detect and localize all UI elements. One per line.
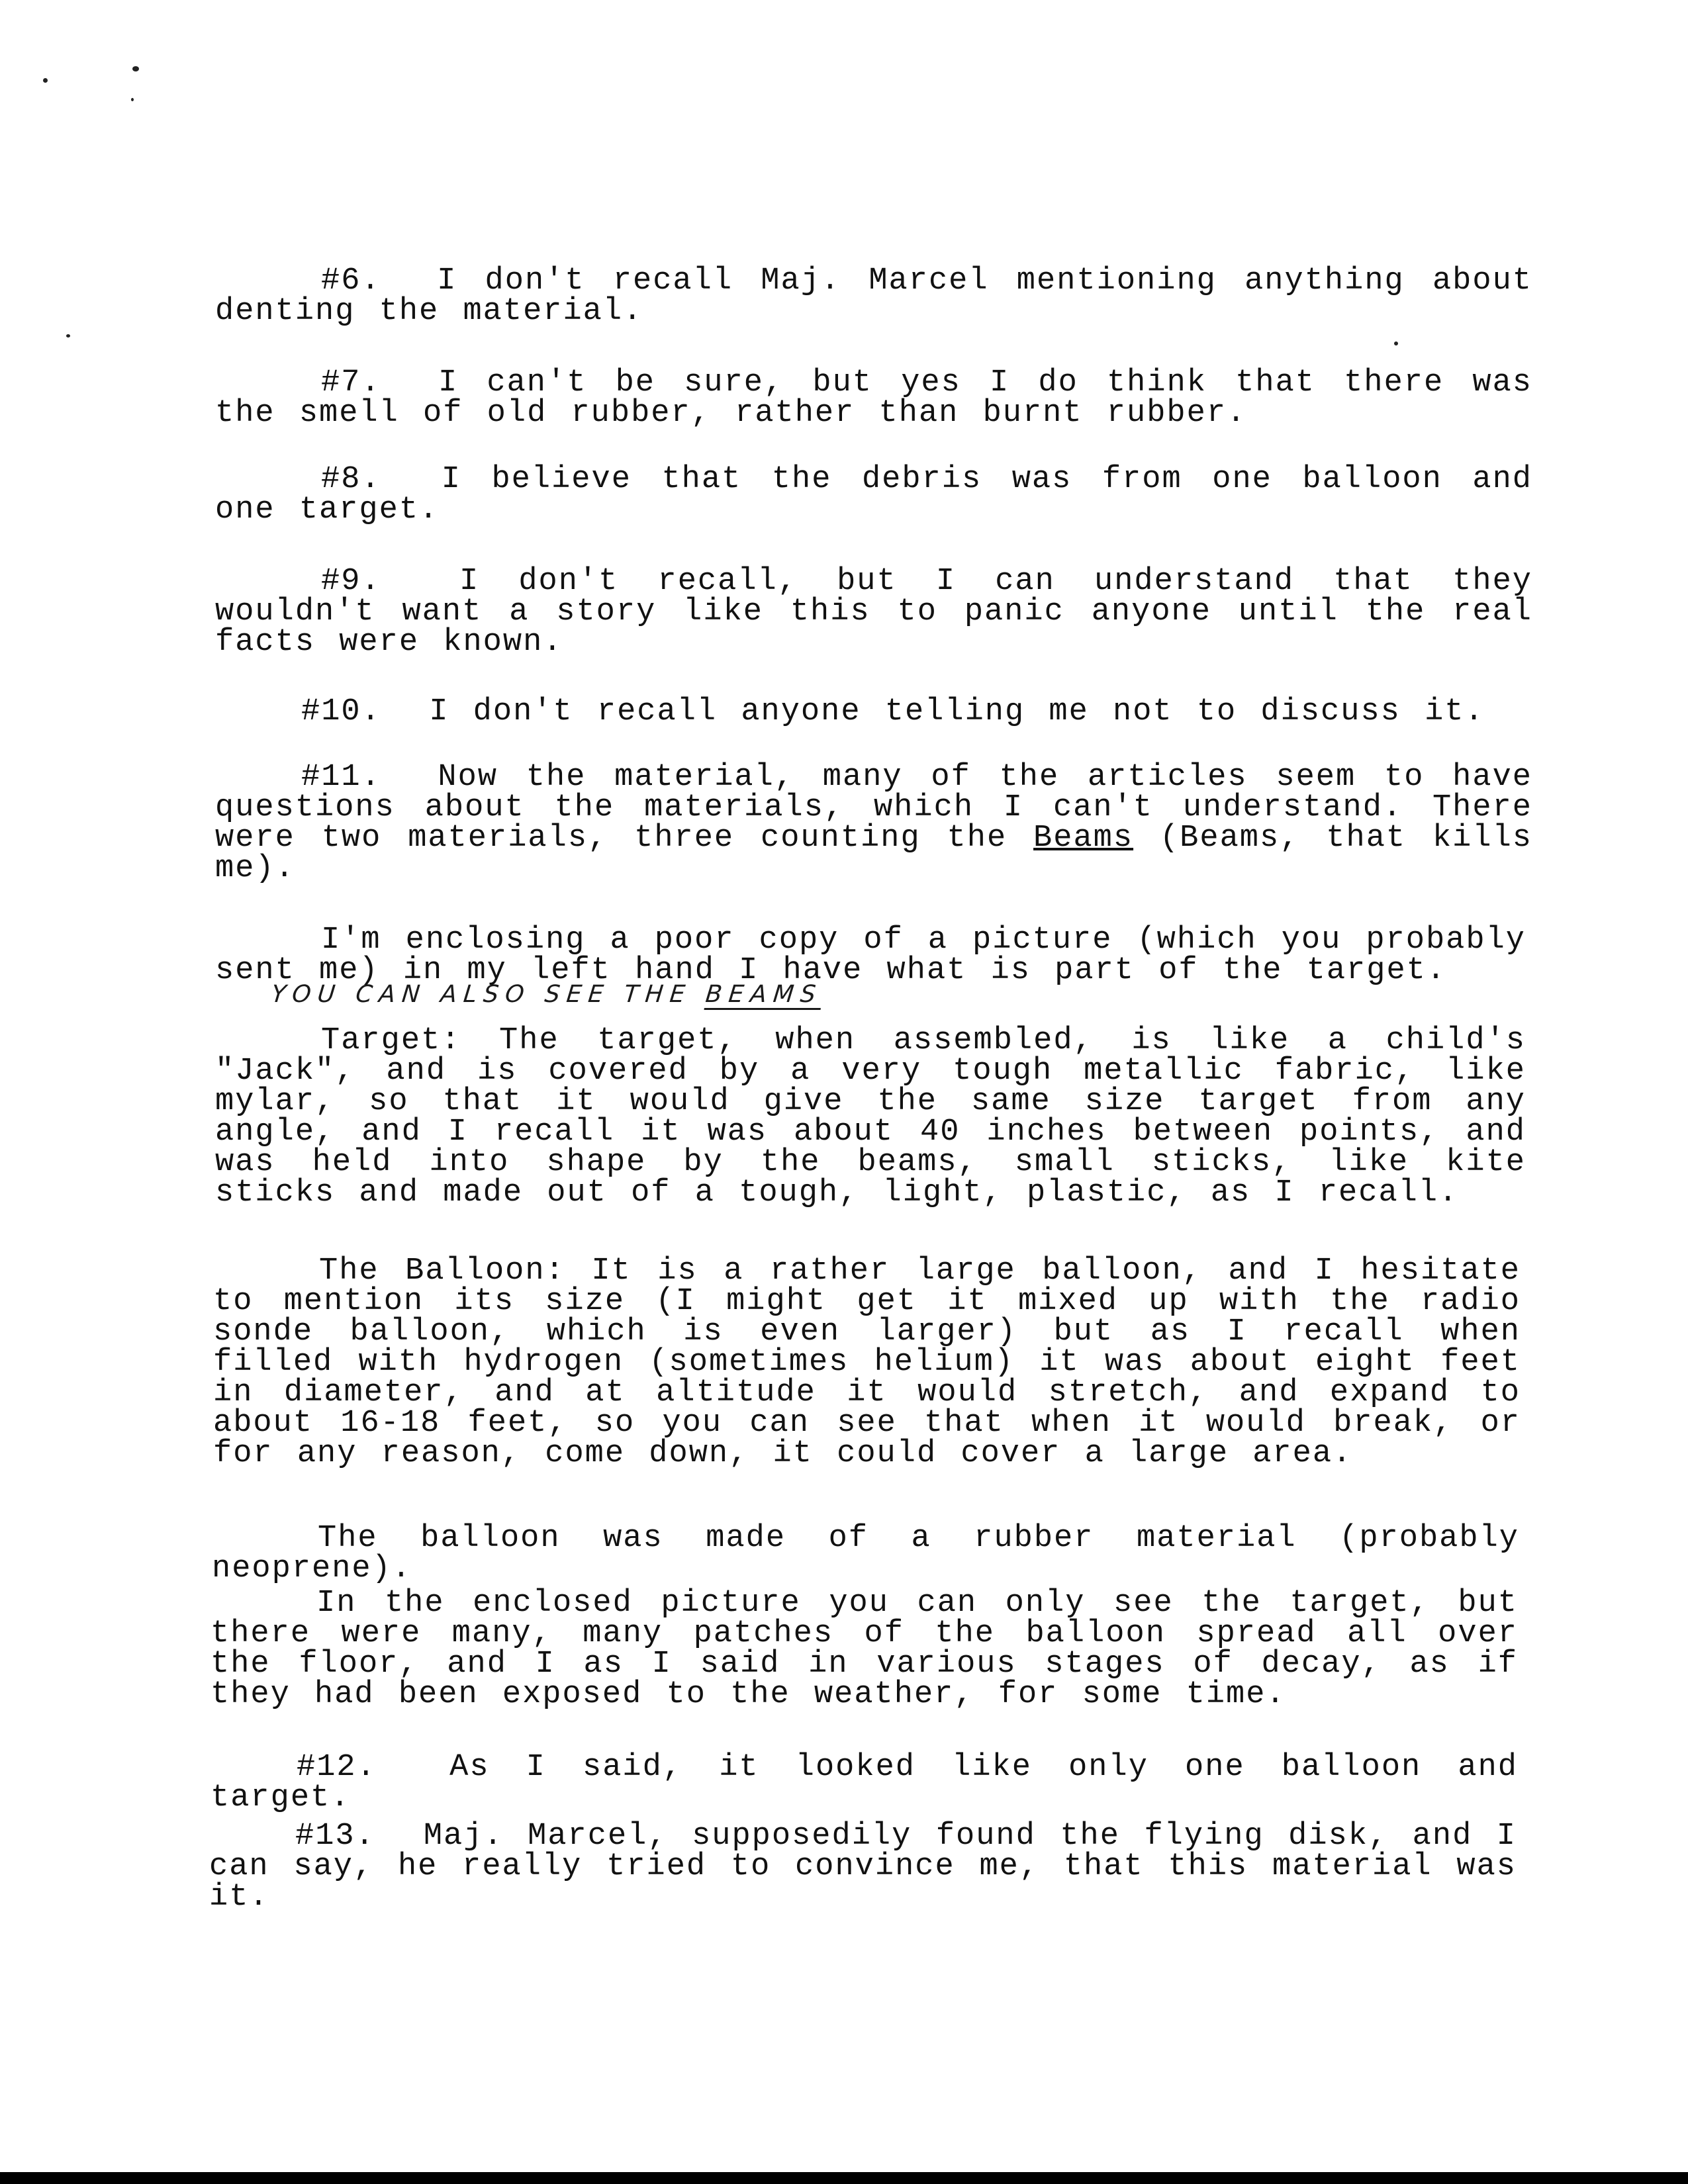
scan-speck: [43, 78, 48, 83]
paragraph-balloon-material: [212, 1521, 1519, 1586]
scan-border-bottom: [0, 2172, 1688, 2184]
paragraph-7: [215, 365, 1532, 431]
paragraph-10: [215, 694, 1532, 729]
paragraph-9: [215, 564, 1532, 660]
paragraph-text: I'm enclosing a poor copy of a picture (which you probably sent me) in my left hand I have what is part of the target.: [215, 923, 1526, 988]
paragraph-text: I don't recall Maj. Marcel mentioning anything about denting the material.: [215, 263, 1532, 329]
paragraph-text-after: (Beams, that kills me).: [215, 821, 1532, 886]
paragraph-number: #10.: [301, 694, 381, 729]
paragraph-8: [215, 462, 1532, 527]
paragraph-text: Now the material, many of the articles seem to have questions about the materials, which I can't understand. There were two materials, three counting the: [215, 760, 1532, 856]
paragraph-text: I don't recall, but I can understand that they wouldn't want a story like this to panic anyone until the real facts were known.: [215, 564, 1532, 660]
handwritten-note: [270, 981, 823, 1008]
beams-underlined: Beams: [1033, 821, 1134, 856]
scan-speck: [131, 98, 134, 101]
paragraph-number: #12.: [297, 1750, 377, 1785]
paragraph-12: [211, 1752, 1518, 1813]
paragraph-11: [215, 762, 1532, 884]
paragraph-text: I believe that the debris was from one balloon and one target.: [215, 462, 1532, 527]
paragraph-text: The Balloon: It is a rather large balloon, and I hesitate to mention its size (I might get it mixed up with the radio sonde balloon, which is even larger) but as I recall when filled with hydrogen (sometimes helium) it was about eight feet in diameter, and at altitude it would stretch, and expand to about 16-18 feet, so you can see that when it would break, or for any reason, come down, it could cover a large area.: [213, 1253, 1521, 1471]
paragraph-number: #6.: [321, 263, 381, 298]
paragraph-number: #9.: [321, 564, 381, 599]
paragraph-balloon: [213, 1253, 1521, 1471]
scan-speck: [1394, 341, 1398, 345]
handwritten-beams: BEAMS: [704, 981, 824, 1010]
paragraph-6: [215, 263, 1532, 329]
paragraph-text: I can't be sure, but yes I do think that there was the smell of old rubber, rather than burnt rubber.: [215, 365, 1532, 431]
paragraph-13: [209, 1821, 1517, 1913]
paragraph-text: I don't recall anyone telling me not to discuss it.: [429, 694, 1485, 729]
paragraph-enclosed-picture: [211, 1588, 1518, 1710]
paragraph-text: In the enclosed picture you can only see the target, but there were many, many patches of the balloon spread all over the floor, and I as I said in various stages of decay, as if they had been exposed to the weather, for some time.: [211, 1586, 1518, 1712]
paragraph-text: As I said, it looked like only one balloon and target.: [211, 1750, 1518, 1815]
paragraph-number: #8.: [321, 462, 381, 497]
paragraph-text: The balloon was made of a rubber material (probably neoprene).: [212, 1521, 1519, 1586]
scan-speck: [66, 334, 70, 338]
paragraph-number: #11.: [301, 760, 381, 795]
scan-speck: [132, 66, 139, 71]
paragraph-number: #7.: [321, 365, 381, 400]
paragraph-text: Target: The target, when assembled, is like a child's "Jack", and is covered by a very tough metallic fabric, like mylar, so that it would give the same size target from any angle, and I recall it was about 40 inches between points, and was held into shape by the beams, small sticks, like kite sticks and made out of a tough, light, plastic, as I recall.: [215, 1023, 1526, 1210]
handwritten-prefix: YOU CAN ALSO SEE THE: [269, 981, 693, 1008]
paragraph-enclosing: [215, 925, 1526, 986]
paragraph-target: [215, 1023, 1526, 1210]
paragraph-text: Maj. Marcel, supposedily found the flying disk, and I can say, he really tried to convince me, that this material was it.: [209, 1819, 1517, 1915]
paragraph-number: #13.: [295, 1819, 375, 1854]
